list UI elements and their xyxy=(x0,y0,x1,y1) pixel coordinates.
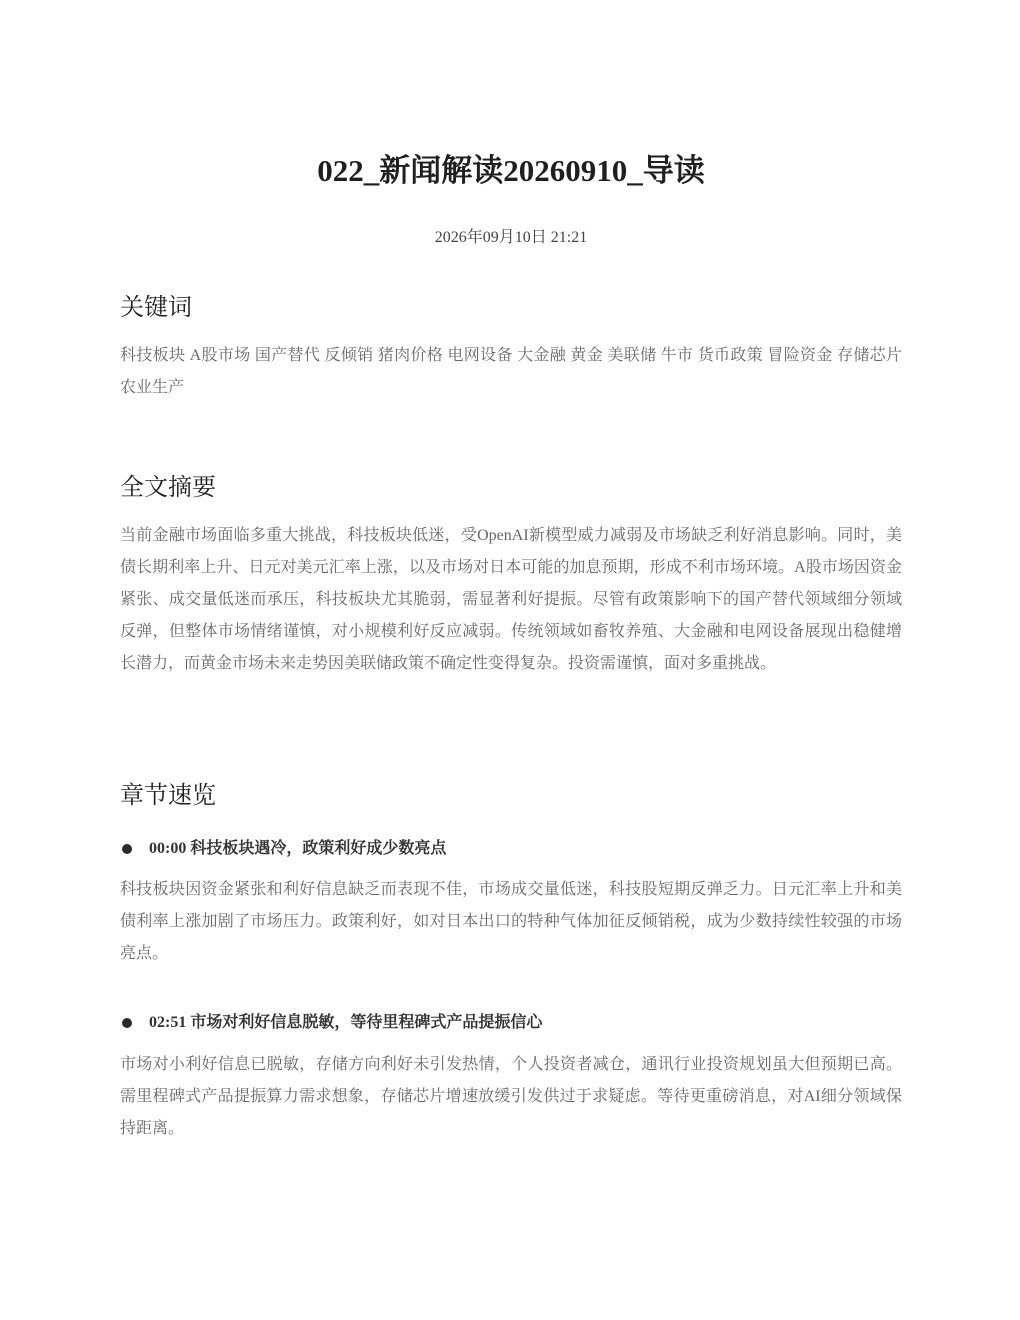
bullet-icon xyxy=(122,844,132,854)
chapter-item-text: 科技板块因资金紧张和利好信息缺乏而表现不佳，市场成交量低迷，科技股短期反弹乏力。日元汇率上升和美债利率上涨加剧了市场压力。政策利好，如对日本出口的特种气体加征反倾销税，成为少数持续性较强的市场亮点。 xyxy=(120,881,902,962)
bullet-icon xyxy=(122,1018,132,1028)
chapter-title-text: 00:00 科技板块遇冷，政策利好成少数亮点 xyxy=(149,840,447,857)
chapters-heading: 章节速览 xyxy=(120,781,216,809)
chapter-title-text: 02:51 市场对利好信息脱敏，等待里程碑式产品提振信心 xyxy=(149,1014,543,1031)
document-title: 022_新闻解读20260910_导读 xyxy=(317,153,705,188)
chapter-item-title xyxy=(120,1010,902,1036)
keywords-heading: 关键词 xyxy=(120,293,192,321)
chapter-item-text: 市场对小利好信息已脱敏，存储方向利好未引发热情，个人投资者减仓，通讯行业投资规划虽大但预期已高。需里程碑式产品提振算力需求想象，存储芯片增速放缓引发供过于求疑虑。等待更重磅消息，对AI细分领域保持距离。 xyxy=(120,1056,902,1137)
keywords-text: 科技板块 A股市场 国产替代 反倾销 猪肉价格 电网设备 大金融 黄金 美联储 牛市 货币政策 冒险资金 存储芯片 农业生产 xyxy=(120,347,902,396)
document-date: 2026年09月10日 21:21 xyxy=(434,229,588,246)
summary-text: 当前金融市场面临多重大挑战，科技板块低迷，受OpenAI新模型威力减弱及市场缺乏利好消息影响。同时，美债长期利率上升、日元对美元汇率上涨，以及市场对日本可能的加息预期，形成不利市场环境。A股市场因资金紧张、成交量低迷而承压，科技板块尤其脆弱，需显著利好提振。尽管有政策影响下的国产替代领域细分领域反弹，但整体市场情绪谨慎，对小规模利好反应减弱。传统领域如畜牧养殖、大金融和电网设备展现出稳健增长潜力，而黄金市场未来走势因美联储政策不确定性变得复杂。投资需谨慎，面对多重挑战。 xyxy=(120,527,902,672)
chapter-item-title xyxy=(120,836,902,862)
summary-heading: 全文摘要 xyxy=(120,473,216,501)
